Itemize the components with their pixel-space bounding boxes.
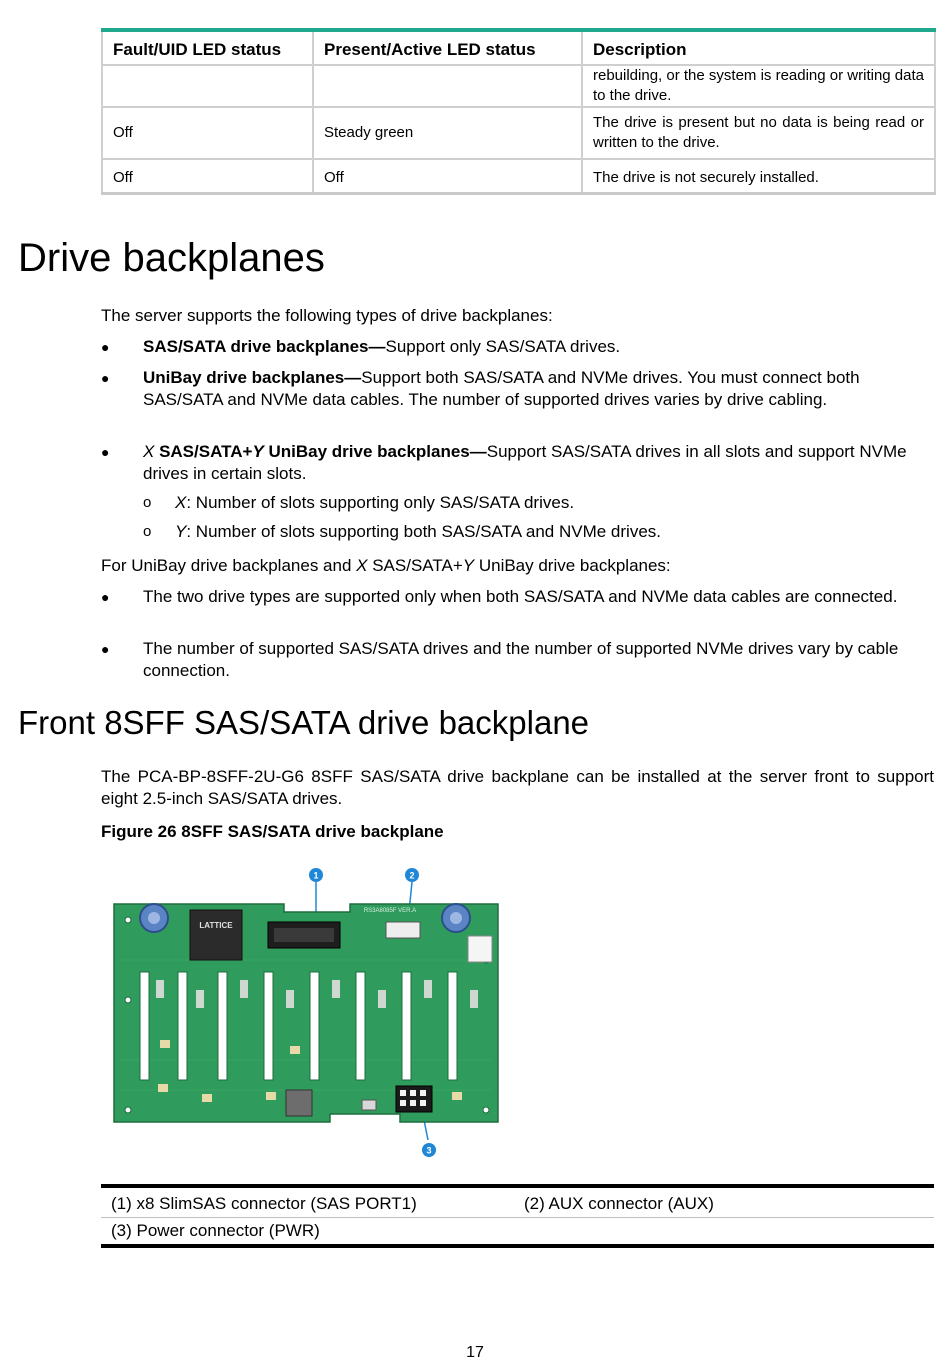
list-item — [101, 441, 934, 485]
bullet-icon: ● — [101, 641, 110, 657]
column-header: Description — [582, 30, 935, 65]
section-heading-front-8sff: Front 8SFF SAS/SATA drive backplane — [18, 704, 590, 741]
callout-label-3: (3) Power connector (PWR) — [111, 1221, 320, 1240]
table-cell: Off — [313, 159, 582, 194]
callout-label-2: (2) AUX connector (AUX) — [514, 1186, 934, 1218]
backplane-board-image — [100, 860, 520, 1160]
page-number: 17 — [466, 1344, 484, 1361]
variable-x: X — [356, 556, 368, 575]
table-row — [102, 159, 935, 194]
bullet-text: The two drive types are supported only when both SAS/SATA and NVMe data cables are connected. — [143, 587, 898, 606]
bullet-term: UniBay drive backplanes— — [143, 368, 362, 387]
table-row — [101, 1218, 934, 1247]
variable-x: X — [175, 493, 187, 512]
sub-list-item — [143, 492, 934, 514]
list-item — [101, 336, 934, 358]
list-item — [101, 367, 934, 411]
intro-paragraph: The server supports the following types of drive backplanes: — [101, 306, 553, 325]
list-item — [101, 638, 934, 682]
svg-text:3: 3 — [426, 1145, 432, 1156]
table-cell: The drive is not securely installed. — [582, 159, 935, 194]
para-text: SAS/SATA+ — [367, 556, 463, 575]
chip-label: LATTICE — [199, 921, 233, 930]
para-text: UniBay drive backplanes: — [474, 556, 671, 575]
unibay-paragraph — [101, 555, 934, 577]
bullet-icon: ● — [101, 444, 110, 460]
callout-2 — [405, 868, 419, 882]
table-cell: Off — [102, 107, 313, 159]
table-row — [101, 1186, 934, 1218]
svg-text:2: 2 — [409, 870, 415, 881]
table-cell: Steady green — [313, 107, 582, 159]
list-item — [101, 586, 934, 608]
table-cell — [102, 65, 313, 107]
bullet-icon: ● — [101, 339, 110, 355]
bullet-text: Support SAS/SATA drives in all slots and support NVMe drives in certain slots. — [143, 442, 907, 483]
led-status-table — [101, 28, 936, 195]
bullet-text: Support only SAS/SATA drives. — [385, 337, 621, 356]
table-cell: Off — [102, 159, 313, 194]
board-silkscreen: RS3A8085F VER.A — [363, 908, 417, 914]
table-header-row — [102, 30, 935, 65]
sub-list-item — [143, 521, 934, 543]
table-cell-empty — [514, 1218, 934, 1247]
bullet-text: Support both SAS/SATA and NVMe drives. You must connect both SAS/SATA and NVMe data cables. The number of supported drives varies by drive cabling. — [143, 368, 860, 409]
variable-x: X — [143, 442, 155, 461]
table-cell: rebuilding, or the system is reading or writing data to the drive. — [582, 65, 935, 107]
column-header: Fault/UID LED status — [102, 30, 313, 65]
variable-y: Y — [175, 522, 187, 541]
callout-legend-table — [101, 1184, 934, 1248]
table-cell: The drive is present but no data is being read or written to the drive. — [582, 107, 935, 159]
para-text: For UniBay drive backplanes and — [101, 556, 357, 575]
table-cell — [313, 65, 582, 107]
backplane-figure — [100, 860, 520, 1160]
variable-y: Y — [462, 556, 475, 575]
variable-y: Y — [252, 442, 264, 461]
sub-bullet-text: : Number of slots supporting only SAS/SATA drives. — [186, 493, 575, 512]
backplane-paragraph: The PCA-BP-8SFF-2U-G6 8SFF SAS/SATA drive backplane can be installed at the server front to support eight 2.5-inch SAS/SATA drives. — [101, 767, 934, 808]
bullet-term: SAS/SATA+ — [154, 442, 253, 461]
callout-label-1: (1) x8 SlimSAS connector (SAS PORT1) — [101, 1186, 514, 1218]
callout-3 — [422, 1143, 436, 1157]
figure-title: Figure 26 8SFF SAS/SATA drive backplane — [101, 822, 444, 841]
bullet-icon: ● — [101, 370, 110, 386]
sub-bullet-icon: o — [143, 494, 152, 511]
table-row — [102, 107, 935, 159]
table-row — [102, 65, 935, 107]
svg-text:1: 1 — [313, 870, 319, 881]
sub-bullet-text: : Number of slots supporting both SAS/SATA and NVMe drives. — [186, 522, 661, 541]
bullet-text: The number of supported SAS/SATA drives and the number of supported NVMe drives vary by cable connection. — [143, 639, 899, 680]
sub-bullet-icon: o — [143, 523, 152, 540]
bullet-term: SAS/SATA drive backplanes— — [143, 337, 386, 356]
callout-1 — [309, 868, 323, 882]
section-heading-drive-backplanes: Drive backplanes — [18, 236, 325, 280]
bullet-icon: ● — [101, 589, 110, 605]
bullet-term: UniBay drive backplanes— — [263, 442, 487, 461]
column-header: Present/Active LED status — [313, 30, 582, 65]
